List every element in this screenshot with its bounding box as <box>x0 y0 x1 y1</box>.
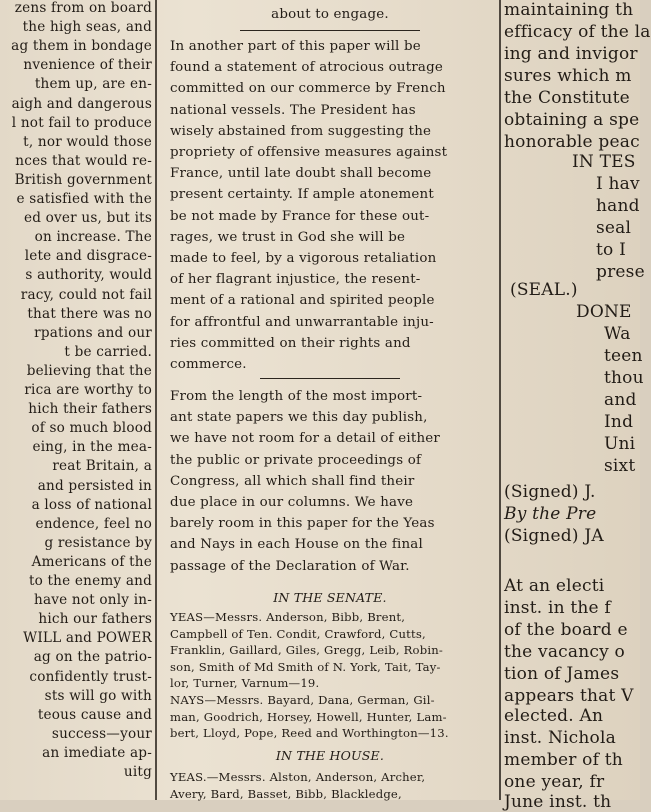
house-heading: IN THE HOUSE. <box>275 748 385 763</box>
article-line: s authority, would <box>25 267 152 284</box>
paragraph-line: due place in our columns. We have <box>170 495 414 510</box>
column-divider-left <box>155 0 157 800</box>
article-line: that there was no <box>27 305 152 322</box>
paragraph-line: of her flagrant injustice, the resent- <box>170 272 421 288</box>
paragraph-line: for affrontful and unwarrantable inju- <box>170 314 434 330</box>
article-line: confidently trust- <box>29 668 152 685</box>
article-line: hand <box>596 196 640 216</box>
paragraph-line: ant state papers we this day publish, <box>170 410 428 426</box>
paragraph-line: In another part of this paper will be <box>170 39 421 54</box>
article-line: ag on the patrio- <box>33 649 152 666</box>
article-line: honorable peac <box>504 132 640 152</box>
paragraph-line: barely room in this paper for the Yeas <box>170 516 435 532</box>
article-line: rica are worthy to <box>24 382 152 398</box>
article-line: and <box>604 390 637 410</box>
article-line: to the enemy and <box>28 573 152 589</box>
article-line: one year, fr <box>504 772 605 792</box>
article-line: appears that V <box>504 686 634 706</box>
article-line: racy, could not fail <box>20 286 152 303</box>
paragraph-line: found a statement of atrocious outrage <box>170 60 444 76</box>
senate-heading: IN THE SENATE. <box>273 590 387 605</box>
vote-line: YEAS.—Messrs. Alston, Anderson, Archer, <box>170 770 426 784</box>
article-line: of so much blood <box>31 420 152 437</box>
paragraph-line: national vessels. The President has <box>170 102 416 118</box>
paragraph-line: commerce. <box>170 357 247 372</box>
article-line: of the board e <box>504 620 628 640</box>
article-line: Americans of the <box>31 553 152 570</box>
article-line: Ind <box>604 412 634 432</box>
article-line: a loss of national <box>31 496 152 513</box>
article-line: (SEAL.) <box>510 280 578 300</box>
article-line: the Constitute <box>504 88 630 108</box>
article-line: sures which m <box>504 66 632 86</box>
article-line: IN TES <box>572 152 636 172</box>
article-line: elected. An <box>504 706 604 726</box>
article-line: I hav <box>596 174 640 194</box>
vote-line: man, Goodrich, Horsey, Howell, Hunter, Lam- <box>170 709 447 724</box>
paragraph-line: ment of a rational and spirited people <box>170 293 435 309</box>
article-line: tion of James <box>504 664 620 684</box>
article-line: ed over us, but its <box>24 210 152 227</box>
article-line: efficacy of the la <box>504 22 651 42</box>
article-line: rpations and our <box>34 324 152 341</box>
article-line: hich their fathers <box>28 401 152 418</box>
article-line: success—your <box>51 725 152 742</box>
article-line: aigh and dangerous <box>11 95 152 112</box>
paragraph-line: and Nays in each House on the final <box>170 537 423 553</box>
article-line: t be carried. <box>64 343 152 360</box>
article-line: reat Britain, a <box>52 458 152 475</box>
article-line: member of th <box>504 750 623 770</box>
vote-line: NAYS—Messrs. Bayard, Dana, German, Gil- <box>170 693 435 707</box>
article-line: ing and invigor <box>504 44 638 64</box>
article-line: zens from on board <box>14 0 152 16</box>
paragraph-line: rages, we trust in God she will be <box>170 229 406 245</box>
article-line: teous cause and <box>37 706 152 723</box>
article-line: By the Pre <box>504 504 597 524</box>
article-line: to I <box>596 240 626 260</box>
article-line: t, nor would those <box>23 133 152 150</box>
article-line: Wa <box>604 324 631 344</box>
right-column <box>500 0 651 812</box>
article-line: and persisted in <box>37 477 152 494</box>
paragraph-line: passage of the Declaration of War. <box>170 558 410 574</box>
article-line: WILL and POWER <box>23 630 152 647</box>
paragraph-line: made to feel, by a vigorous retaliation <box>170 251 437 266</box>
article-line: June inst. th <box>504 792 612 812</box>
paragraph-line: France, until late doubt shall become <box>170 166 432 182</box>
article-line: hich our fathers <box>38 611 152 628</box>
article-line: l not fail to produce <box>11 114 152 131</box>
article-line: g resistance by <box>44 534 152 551</box>
article-line: At an electi <box>504 576 605 596</box>
paragraph-line: ries committed on their rights and <box>170 335 411 351</box>
article-line: prese <box>596 262 645 282</box>
rule-top <box>240 30 420 31</box>
paragraph-line: Congress, all which shall find their <box>170 473 415 489</box>
article-line: eing, in the mea- <box>32 439 152 456</box>
article-line: them up, are en- <box>34 76 152 93</box>
middle-column <box>160 0 500 800</box>
article-line: (Signed) JA <box>504 526 604 546</box>
article-line: have not only in- <box>33 592 152 609</box>
paragraph-line: present certainty. If ample atonement <box>170 187 434 203</box>
article-line: maintaining th <box>504 0 634 20</box>
article-line: ag them in bondage <box>11 38 152 55</box>
article-line: on increase. The <box>34 229 152 246</box>
article-line: thou <box>604 368 644 388</box>
article-line: seal <box>596 218 632 238</box>
vote-line: son, Smith of Md Smith of N. York, Tait, Tay- <box>170 659 441 674</box>
paragraph-line: propriety of offensive measures against <box>170 145 448 160</box>
article-line: DONE <box>576 302 632 322</box>
article-line: sts will go with <box>44 687 152 704</box>
vote-line: Avery, Bard, Basset, Bibb, Blackledge, <box>170 786 402 801</box>
article-line: an imediate ap- <box>42 744 152 761</box>
article-line: endence, feel no <box>35 515 152 532</box>
article-line: British government <box>14 171 152 188</box>
article-line: e satisfied with the <box>16 191 152 207</box>
vote-line: bert, Lloyd, Pope, Reed and Worthington—13. <box>170 726 449 741</box>
article-line: Uni <box>604 434 636 454</box>
article-line: the vacancy o <box>504 642 625 662</box>
paragraph-line: From the length of the most import- <box>170 389 423 404</box>
paragraph-line: be not made by France for these out- <box>170 208 430 224</box>
paragraph-line: we have not room for a detail of either <box>170 431 441 447</box>
article-line: nvenience of their <box>23 57 152 74</box>
left-column <box>0 0 152 800</box>
article-line: uitg <box>123 764 152 780</box>
article-line: nces that would re- <box>15 152 152 169</box>
paragraph-line: committed on our commerce by French <box>170 81 446 97</box>
article-line: lete and disgrace- <box>24 248 152 265</box>
article-line: teen <box>604 346 643 366</box>
top-line: about to engage. <box>271 7 389 22</box>
vote-line: YEAS—Messrs. Anderson, Bibb, Brent, <box>170 610 406 624</box>
article-line: believing that the <box>26 362 152 379</box>
article-line: inst. Nichola <box>504 728 616 748</box>
article-line: obtaining a spe <box>504 110 640 130</box>
paragraph-line: the public or private proceedings of <box>170 452 422 468</box>
article-line: the high seas, and <box>22 19 152 36</box>
article-line: inst. in the f <box>504 598 611 618</box>
paragraph-line: wisely abstained from suggesting the <box>170 123 432 139</box>
article-line: (Signed) J. <box>504 482 596 502</box>
vote-line: Franklin, Gaillard, Giles, Gregg, Leib, Robin- <box>170 643 444 658</box>
article-line: sixt <box>604 456 636 476</box>
vote-line: lor, Turner, Varnum—19. <box>170 676 320 691</box>
vote-line: Campbell of Ten. Condit, Crawford, Cutts, <box>170 626 426 641</box>
rule-mid <box>260 378 400 379</box>
